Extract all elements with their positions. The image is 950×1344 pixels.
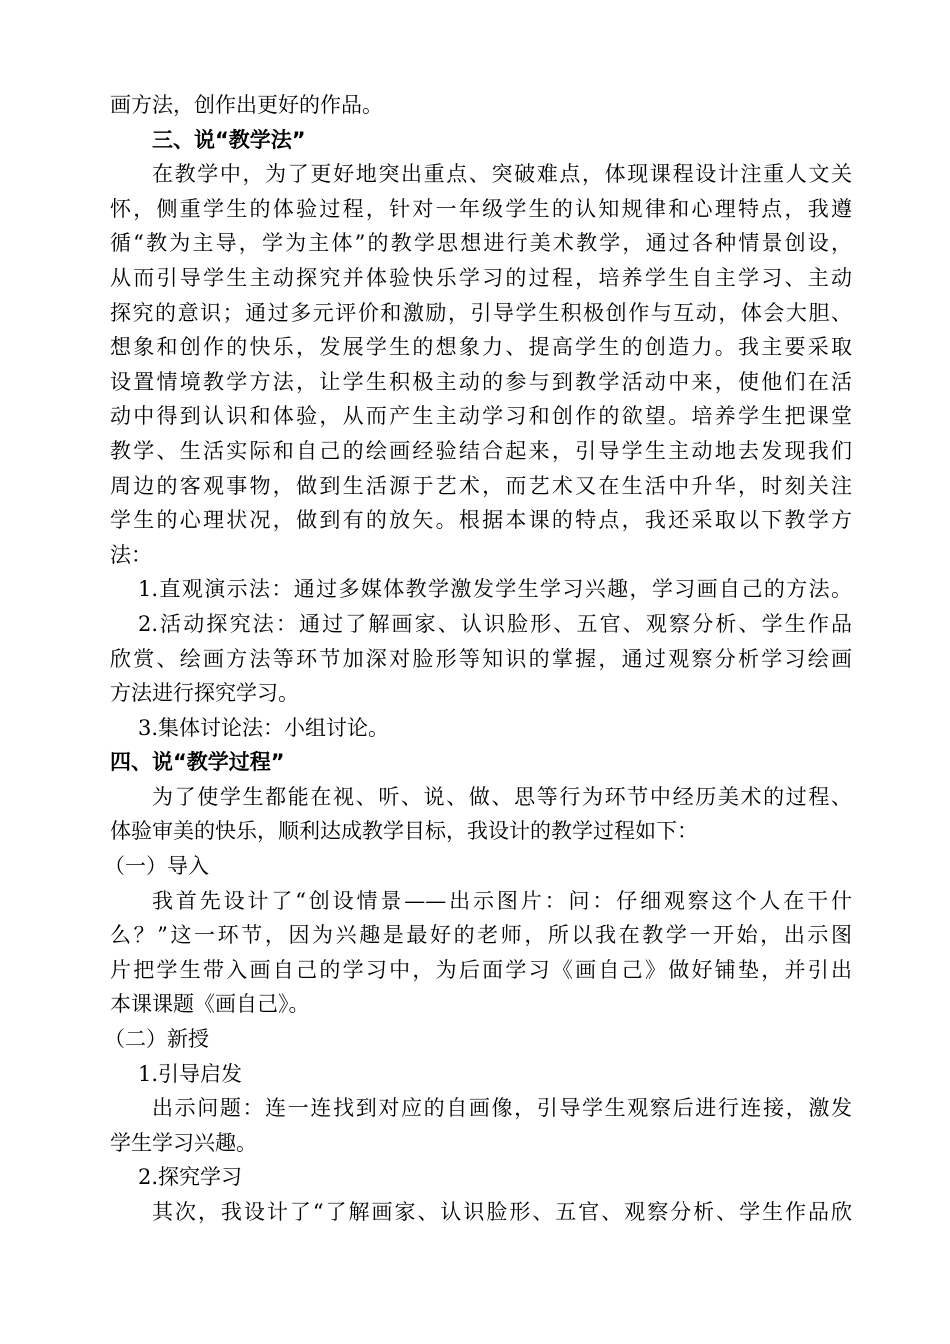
document-page (104, 88, 852, 1230)
text-line: 为了使学生都能在视、听、说、做、思等行为环节中经历美术的过程、 (152, 784, 852, 809)
list-item: 2.活动探究法：通过了解画家、认识脸形、五官、观察分析、学生作品 (138, 611, 852, 636)
text-line: 循“教为主导，学为主体”的教学思想进行美术教学，通过各种情景创设， (110, 231, 852, 256)
list-item: 1.引导启发 (138, 1061, 243, 1086)
text-line: 体验审美的快乐，顺利达成教学目标，我设计的教学过程如下： (110, 819, 698, 844)
section-heading-teaching-process: 四、说“教学过程” (110, 750, 285, 775)
text-line: 想象和创作的快乐，发展学生的想象力、提高学生的创造力。我主要采取 (110, 335, 852, 360)
text-line: 欣赏、绘画方法等环节加深对脸形等知识的掌握，通过观察分析学习绘画 (110, 646, 852, 671)
subsection-heading-new-lesson: （二）新授 (104, 1027, 209, 1052)
text-line: 出示问题：连一连找到对应的自画像，引导学生观察后进行连接，激发 (152, 1096, 852, 1121)
subsection-heading-intro: （一）导入 (104, 854, 209, 879)
list-item: 2.探究学习 (138, 1165, 243, 1190)
text-line: 其次，我设计了“了解画家、认识脸形、五官、观察分析、学生作品欣 (152, 1200, 852, 1224)
text-line: 从而引导学生主动探究并体验快乐学习的过程，培养学生自主学习、主动 (110, 265, 852, 290)
text-line: 方法进行探究学习。 (110, 681, 299, 706)
text-line: 学生的心理状况，做到有的放矢。根据本课的特点，我还采取以下教学方 (110, 508, 852, 533)
text-line: 本课课题《画自己》。 (110, 992, 310, 1017)
text-line: 探究的意识；通过多元评价和激励，引导学生积极创作与互动，体会大胆、 (110, 300, 852, 325)
text-line: 片把学生带入画自己的学习中，为后面学习《画自己》做好铺垫，并引出 (110, 957, 852, 982)
section-heading-teaching-methods: 三、说“教学法” (152, 127, 306, 152)
text-line: 画方法，创作出更好的作品。 (110, 93, 383, 117)
list-item: 3.集体讨论法：小组讨论。 (138, 715, 390, 740)
text-line: 在教学中，为了更好地突出重点、突破难点，体现课程设计注重人文关 (152, 162, 852, 187)
text-line: 教学、生活实际和自己的绘画经验结合起来，引导学生主动地去发现我们 (110, 438, 852, 463)
text-line: 我首先设计了“创设情景——出示图片：问：仔细观察这个人在干什 (152, 888, 852, 913)
text-line: 怀，侧重学生的体验过程，针对一年级学生的认知规律和心理特点，我遵 (110, 196, 852, 221)
text-line: 动中得到认识和体验，从而产生主动学习和创作的欲望。培养学生把课堂 (110, 404, 852, 429)
text-line: 法： (110, 542, 152, 567)
text-line: 么？”这一环节，因为兴趣是最好的老师，所以我在教学一开始，出示图 (110, 923, 852, 948)
text-line: 设置情境教学方法，让学生积极主动的参与到教学活动中来，使他们在活 (110, 369, 852, 394)
text-line: 学生学习兴趣。 (110, 1130, 257, 1155)
list-item: 1.直观演示法：通过多媒体教学激发学生学习兴趣，学习画自己的方法。 (138, 577, 852, 602)
text-line: 周边的客观事物，做到生活源于艺术，而艺术又在生活中升华，时刻关注 (110, 473, 852, 498)
